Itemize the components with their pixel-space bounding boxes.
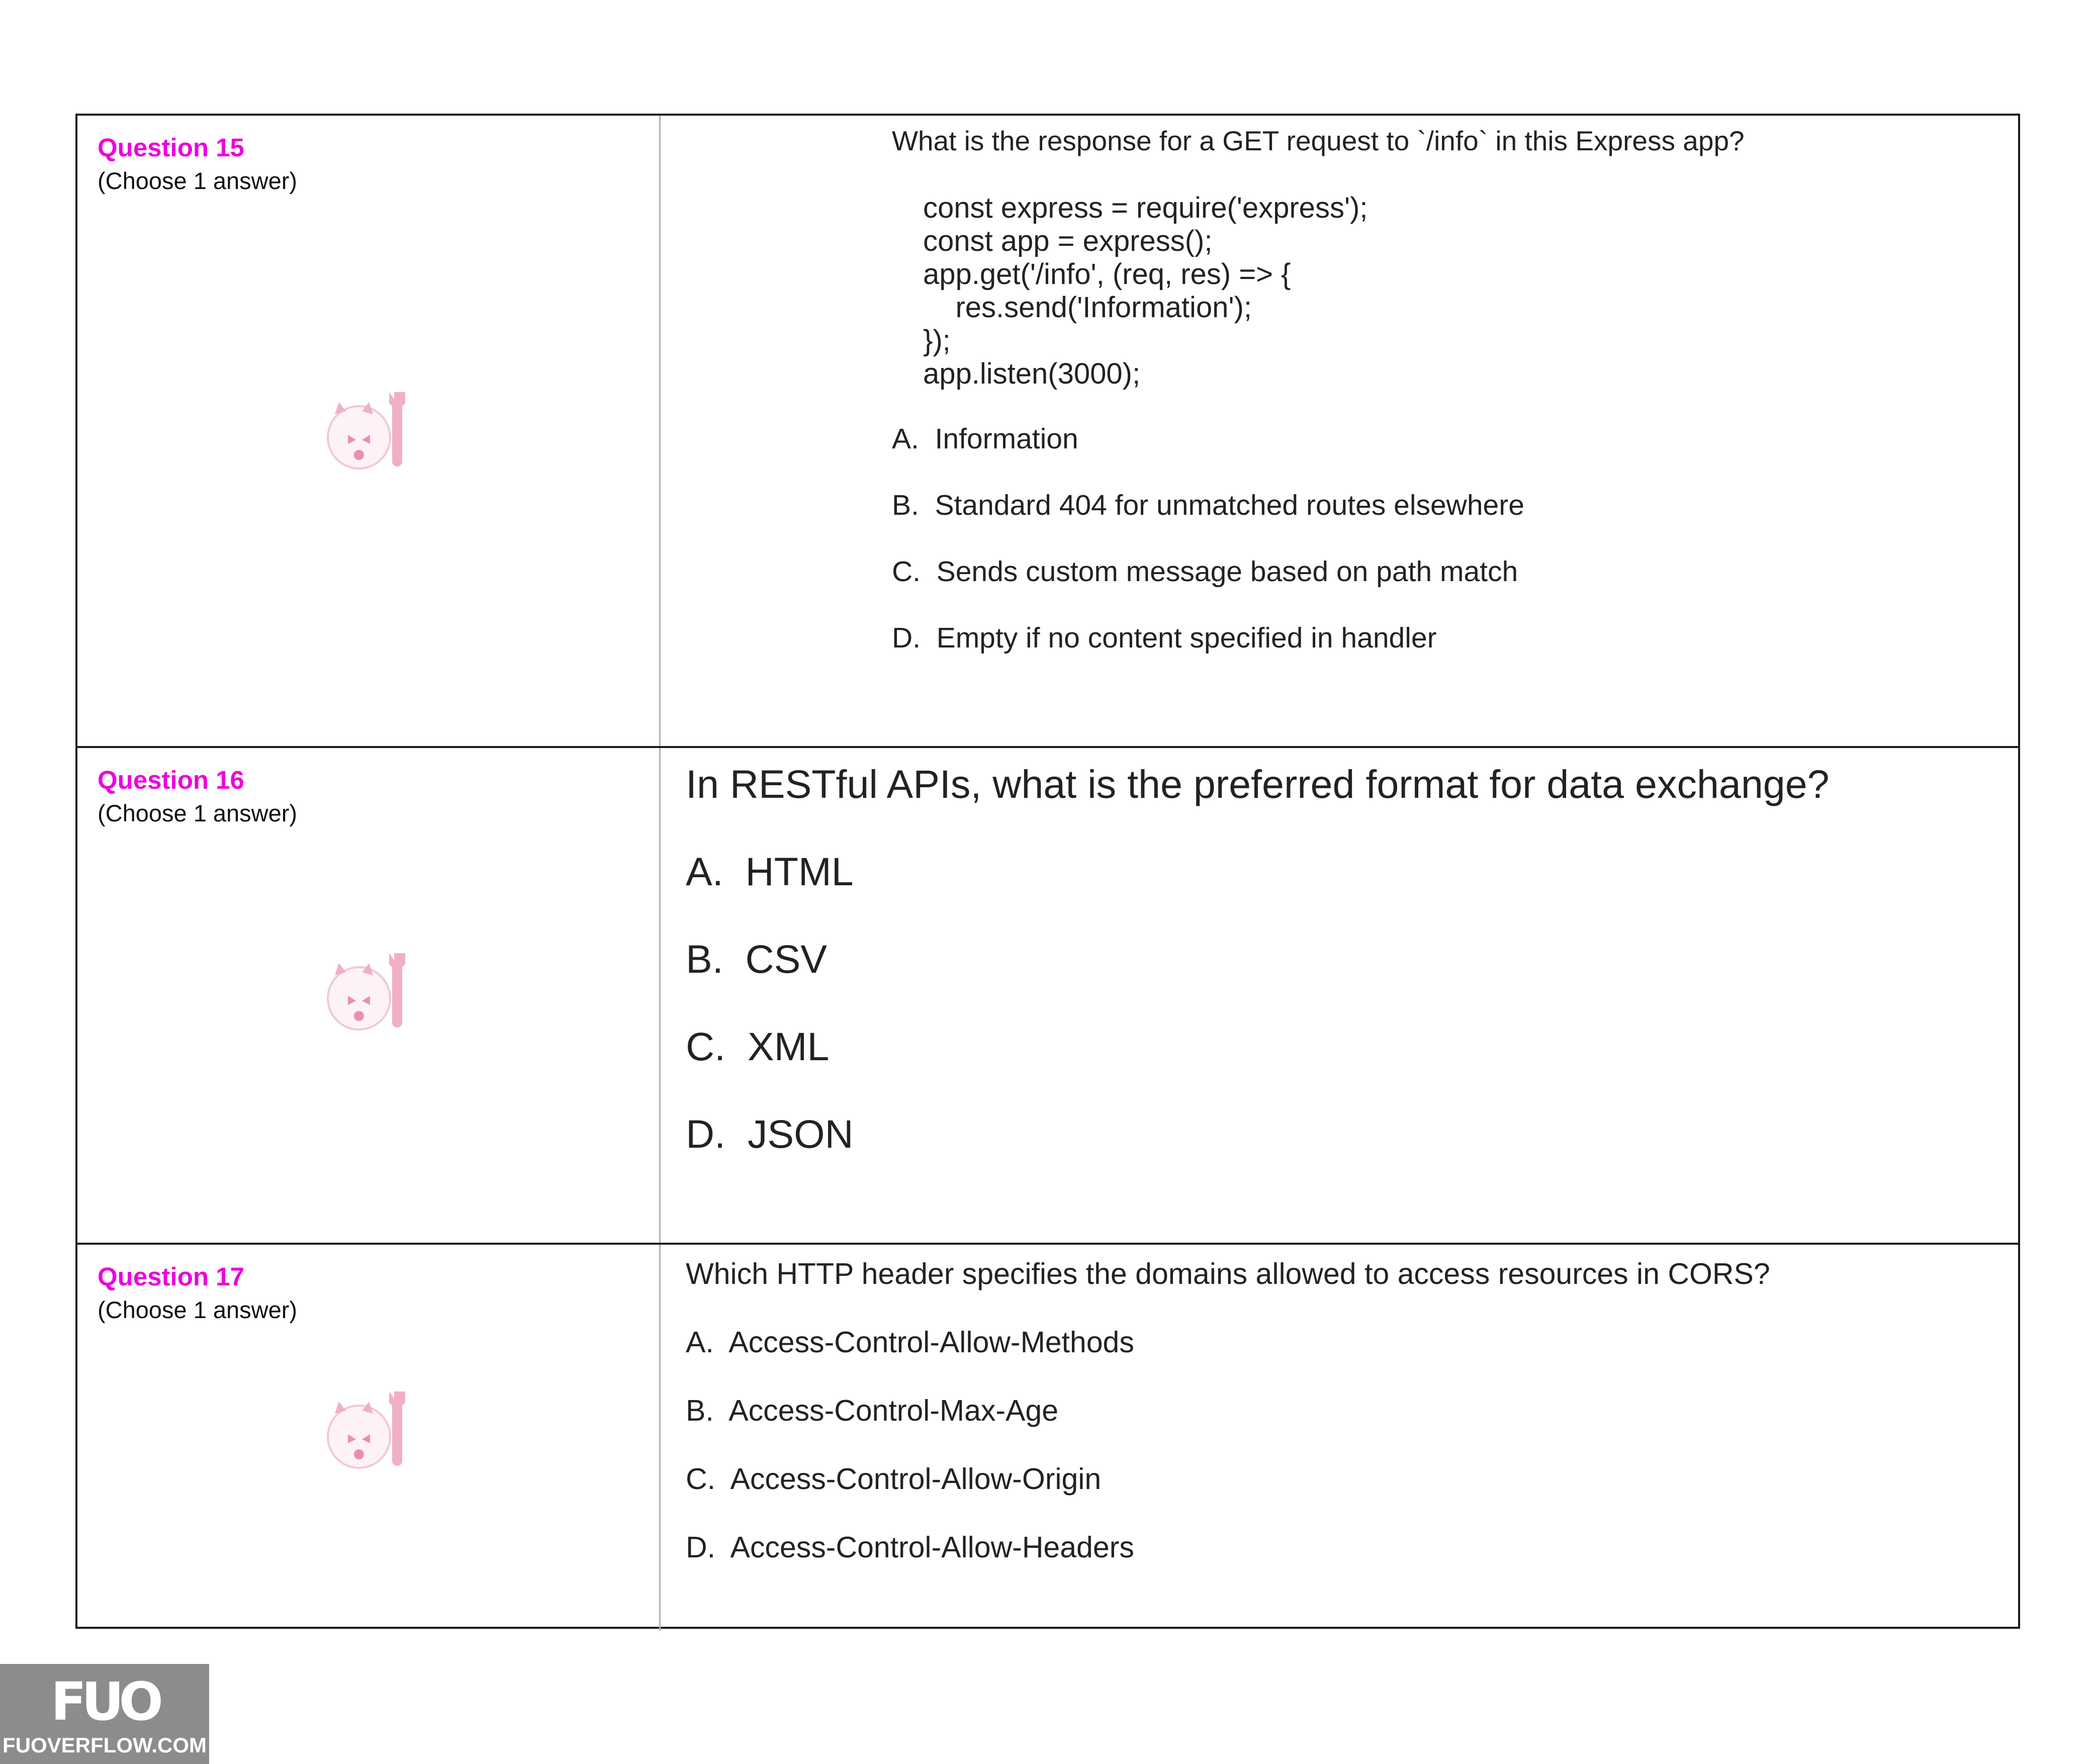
code-line: app.listen(3000); <box>923 357 1141 390</box>
code-line: const app = express(); <box>923 225 1213 257</box>
brand-logo: FUO <box>51 1671 158 1732</box>
code-line: app.get('/info', (req, res) => { <box>923 258 1291 291</box>
question-row-17 <box>77 1243 2018 1631</box>
question-number: Question 16 <box>98 766 244 794</box>
answer-option-c[interactable]: C. Sends custom message based on path match <box>892 555 1518 588</box>
question-stem: What is the response for a GET request to `/info` in this Express app? <box>892 125 1745 156</box>
answer-option-b[interactable]: B. CSV <box>686 937 827 981</box>
question-meta-cell <box>77 116 661 746</box>
question-meta-cell <box>77 748 661 1243</box>
question-hint: (Choose 1 answer) <box>98 167 298 194</box>
brand-url: FUOVERFLOW.COM <box>3 1733 207 1757</box>
answer-option-d[interactable]: D. JSON <box>686 1111 854 1156</box>
question-stem: In RESTful APIs, what is the preferred format for data exchange? <box>686 762 1830 806</box>
code-line: }); <box>923 324 951 357</box>
answer-option-b[interactable]: B. Access-Control-Max-Age <box>686 1394 1059 1427</box>
code-line: const express = require('express'); <box>923 192 1368 224</box>
gear-wrench-mascot-icon <box>319 943 419 1039</box>
question-body-cell <box>661 748 2018 1243</box>
answer-option-b[interactable]: B. Standard 404 for unmatched routes elsewhere <box>892 489 1524 521</box>
question-table <box>75 114 2020 1629</box>
answer-option-d[interactable]: D. Empty if no content specified in handler <box>892 622 1437 654</box>
answer-option-a[interactable]: A. Access-Control-Allow-Methods <box>686 1326 1134 1359</box>
gear-wrench-mascot-icon <box>319 1381 419 1477</box>
question-row-16 <box>77 746 2018 1243</box>
answer-option-a[interactable]: A. Information <box>892 423 1078 455</box>
question-body-cell <box>661 116 2018 746</box>
answer-option-c[interactable]: C. Access-Control-Allow-Origin <box>686 1462 1102 1496</box>
brand-watermark <box>0 1664 209 1764</box>
answer-option-c[interactable]: C. XML <box>686 1024 830 1069</box>
gear-wrench-mascot-icon <box>319 382 419 478</box>
question-row-15 <box>77 116 2018 746</box>
question-number: Question 17 <box>98 1262 244 1291</box>
question-stem: Which HTTP header specifies the domains allowed to access resources in CORS? <box>686 1257 1770 1290</box>
answer-option-d[interactable]: D. Access-Control-Allow-Headers <box>686 1531 1134 1564</box>
question-meta-cell <box>77 1245 661 1631</box>
question-hint: (Choose 1 answer) <box>98 800 298 826</box>
question-body-cell <box>661 1245 2018 1631</box>
code-line: res.send('Information'); <box>923 291 1252 324</box>
answer-option-a[interactable]: A. HTML <box>686 849 854 894</box>
question-number: Question 15 <box>98 133 244 162</box>
question-hint: (Choose 1 answer) <box>98 1296 298 1323</box>
